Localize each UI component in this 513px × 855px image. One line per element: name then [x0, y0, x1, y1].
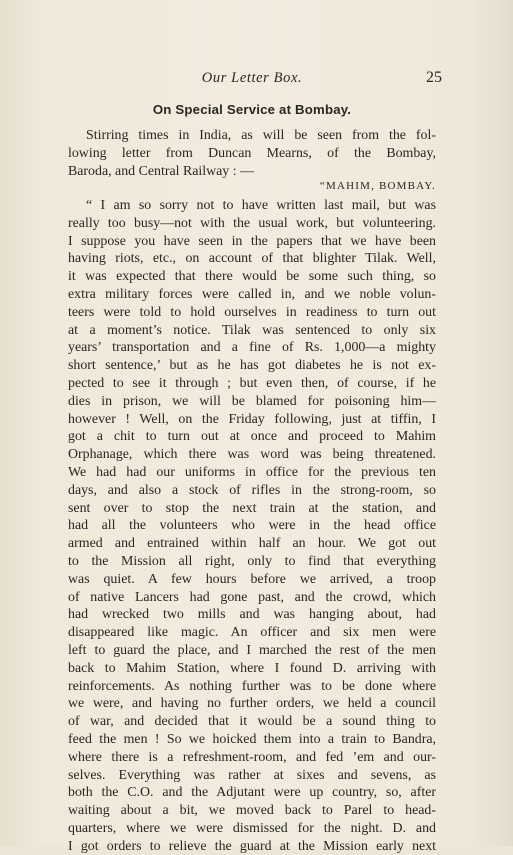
- article-heading: On Special Service at Bombay.: [152, 102, 352, 117]
- intro-line: Baroda, and Central Railway : —: [68, 163, 254, 179]
- letter-line: days, and also a stock of rifles in the strong-room, so: [68, 482, 436, 498]
- page-number: 25: [426, 69, 442, 86]
- letter-line: sent over to stop the next train at the station, and: [68, 500, 436, 516]
- letter-line: left to guard the place, and I marched the rest of the men: [68, 642, 436, 658]
- letter-line: got a chit to turn out at once and proceed to Mahim: [68, 429, 436, 445]
- letter-line: selves. Everything was rather at sixes and sevens, as: [68, 767, 436, 783]
- letter-line: I got orders to relieve the guard at the Mission early next: [68, 838, 436, 854]
- letter-line: armed and entrained within half an hour. We got out: [68, 536, 436, 552]
- letter-line: had wrecked two mills and was hanging about, had: [68, 607, 436, 623]
- letter-line: however ! Well, on the Friday following, just at tiffin, I: [68, 411, 436, 427]
- letter-line: quarters, where we were dismissed for the night. D. and: [68, 820, 436, 836]
- letter-line: extra military forces were called in, and we noble volun-: [68, 286, 436, 302]
- running-head: [68, 69, 442, 92]
- intro-line: lowing letter from Duncan Mearns, of the Bombay,: [68, 145, 436, 161]
- letter-line: at a moment’s notice. Tilak was sentenced to only six: [68, 322, 436, 338]
- intro-paragraph: [68, 127, 436, 180]
- letter-line: We had had our uniforms in office for the previous ten: [68, 464, 436, 480]
- letter-line: we were, and having no further orders, we held a council: [68, 696, 436, 712]
- letter-line: Orphanage, which there was word was being threatened.: [68, 447, 436, 463]
- letter-line: back to Mahim Station, where I found D. arriving with: [68, 660, 436, 676]
- letter-line: years’ transportation and a fine of Rs. 1,000—a mighty: [68, 340, 436, 356]
- letter-line: disappeared like magic. An officer and six men were: [68, 625, 436, 641]
- intro-line: Stirring times in India, as will be seen from the fol-: [86, 128, 436, 143]
- letter-line: had all the volunteers who were in the head office: [68, 518, 436, 534]
- letter-line: “ I am so sorry not to have written last mail, but was: [86, 198, 436, 213]
- letter-line: both the C.O. and the Adjutant were up country, so, after: [68, 785, 436, 801]
- letter-line: having riots, etc., on account of that blighter Tilak. Well,: [68, 251, 436, 267]
- letter-paragraph: [68, 197, 436, 855]
- letter-line: where there is a refreshment-room, and fed ’em and our-: [68, 749, 436, 765]
- letter-line: was quiet. A few hours before we arrived, a troop: [68, 571, 436, 587]
- letter-line: waiting about a bit, we moved back to Parel to head-: [68, 803, 436, 819]
- running-head-title: Our Letter Box.: [201, 70, 303, 86]
- letter-line: reinforcements. As nothing further was to be done where: [68, 678, 436, 694]
- letter-line: of native Lancers had gone past, and the crowd, which: [68, 589, 436, 605]
- letter-line: it was expected that there would be some such thing, so: [68, 269, 436, 285]
- letter-line: feed the men ! So we hoicked them into a train to Bandra,: [68, 731, 436, 747]
- letter-line: short sentence,’ but as he has got diabetes he is not ex-: [68, 358, 436, 374]
- letter-line: dies in prison, we will be blamed for poisoning him—: [68, 393, 436, 409]
- letter-line: teers were told to hold ourselves in readiness to turn out: [68, 304, 436, 320]
- letter-place-line: “MAHIM, BOMBAY.: [319, 180, 436, 192]
- letter-line: to the Mission all right, only to find that everything: [68, 553, 436, 569]
- letter-line: of war, and decided that it would be a sound thing to: [68, 714, 436, 730]
- letter-line: really too busy—not with the usual work, but volunteering.: [68, 215, 436, 231]
- letter-line: I suppose you have seen in the papers that we have been: [68, 233, 436, 249]
- letter-line: pected to see it through ; but even then, of course, if he: [68, 375, 436, 391]
